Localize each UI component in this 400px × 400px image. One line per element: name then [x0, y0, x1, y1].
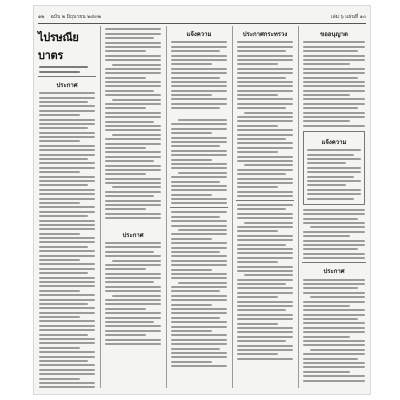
column-divider [100, 26, 101, 388]
column-divider [166, 26, 167, 388]
page-number: ๑๒ [38, 14, 45, 20]
column-3-heading: แจ้งความ [186, 31, 212, 38]
header-rule [38, 23, 366, 24]
masthead-title: ไปรษณียบาตร [38, 31, 79, 62]
column-5-heading: ขออนุญาต [320, 31, 348, 38]
column-divider [232, 26, 233, 388]
column-2-heading: ประกาศ [122, 231, 144, 239]
column-5 [300, 26, 368, 388]
column-divider [298, 26, 299, 388]
column-1-heading: ประกาศ [56, 81, 78, 89]
header-date: ฉบับ ๒ มิถุนายน ๒๔๓๒ [50, 14, 101, 20]
column-3 [168, 26, 230, 388]
column-5-bottom-heading: ประกาศ [323, 268, 345, 276]
document-page [34, 6, 370, 394]
column-2 [102, 26, 164, 388]
column-4-heading: ประกาศกระทรวง [242, 31, 288, 38]
column-5-subheading: แจ้งความ [321, 138, 347, 146]
notice-box [303, 131, 365, 205]
column-4 [234, 26, 296, 388]
header-issue: เล่ม ๖ แผ่นที่ ๑๐ [330, 14, 366, 20]
page-header [38, 12, 366, 22]
column-1 [36, 26, 98, 388]
